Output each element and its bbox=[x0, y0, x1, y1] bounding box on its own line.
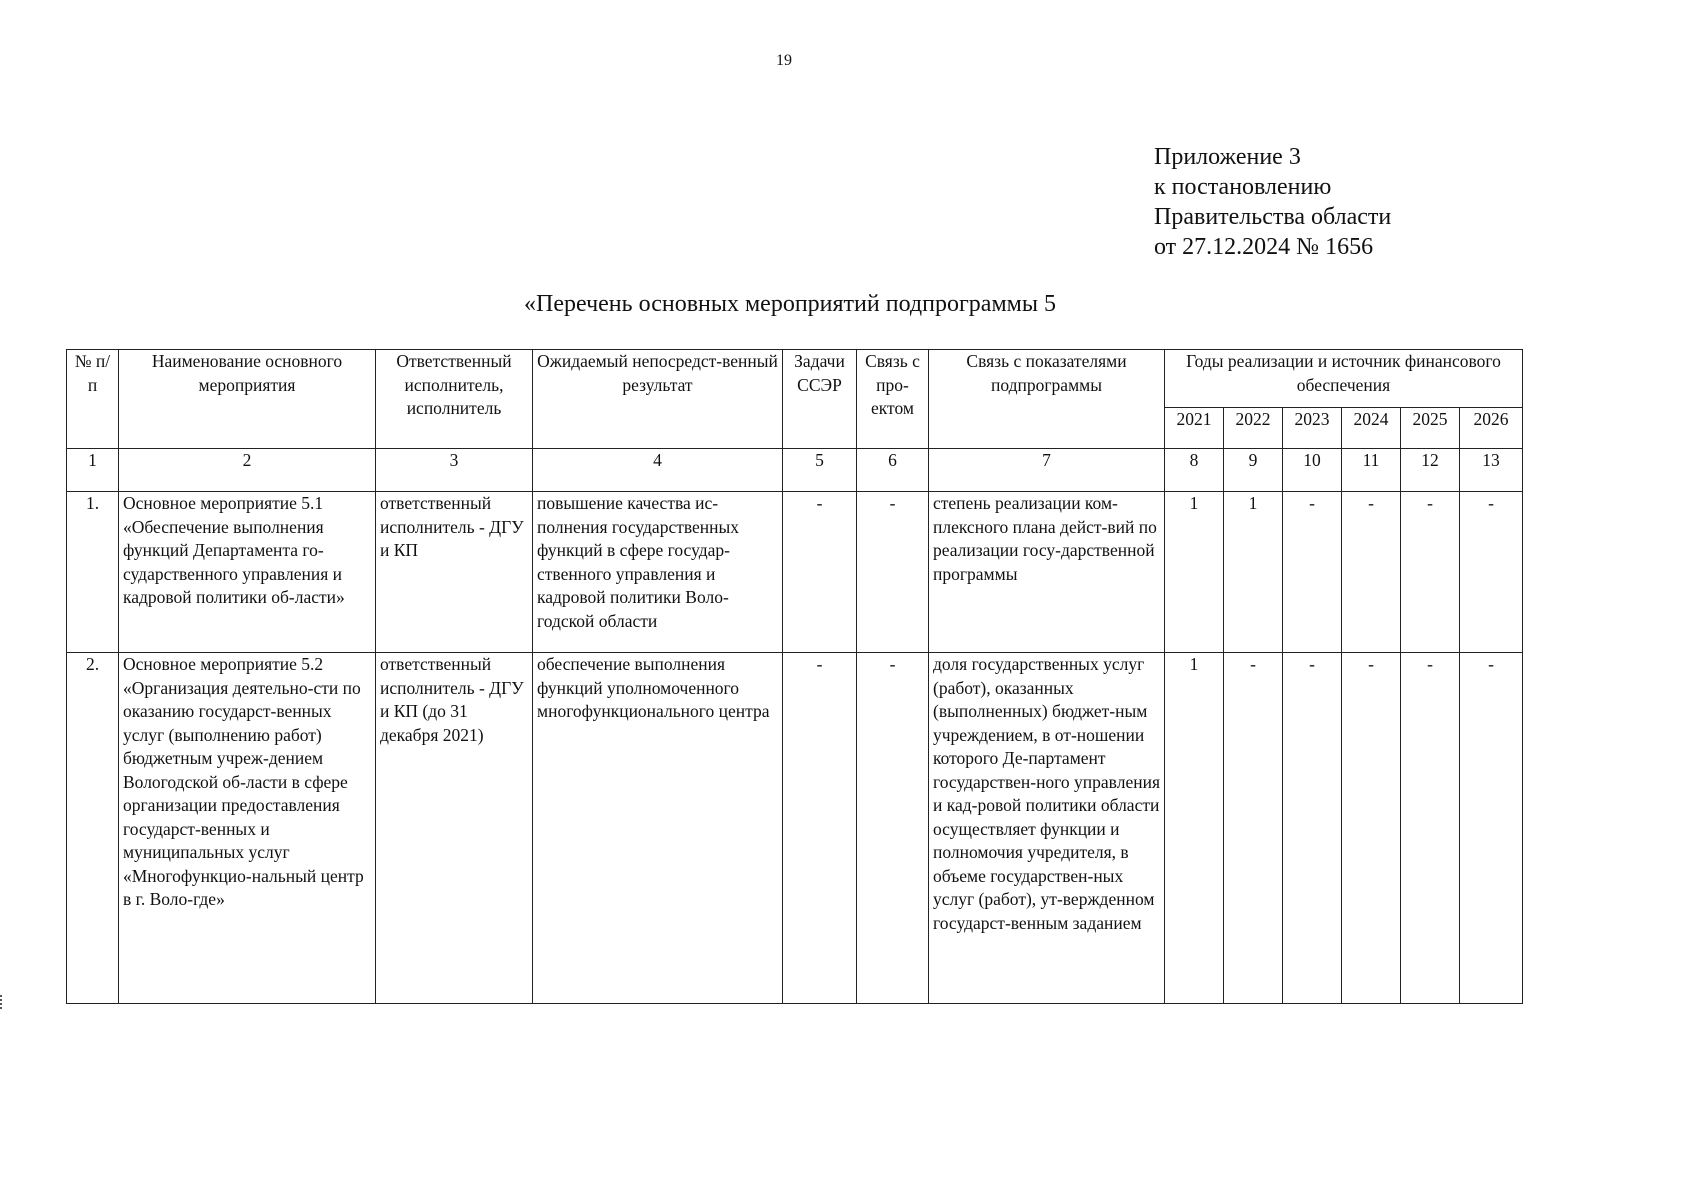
scan-margin-mark bbox=[0, 995, 6, 1009]
row-project: - bbox=[857, 492, 929, 653]
row-result: обеспечение выполнения функций уполномоченного многофункционального центра bbox=[533, 653, 783, 1004]
header-result: Ожидаемый непосредст-венный результат bbox=[533, 350, 783, 449]
row-num: 2. bbox=[67, 653, 119, 1004]
row-project: - bbox=[857, 653, 929, 1004]
row-name: Основное мероприятие 5.2 «Организация деятельно-сти по оказанию государст-венных услуг (выполнению работ) бюджетным учреж-дением Вологодской об-ласти в сфере организации предоставления государст-венных и муниципальных услуг «Многофункцио-нальный центр в г. Воло-где» bbox=[119, 653, 376, 1004]
column-number: 5 bbox=[783, 449, 857, 492]
column-number: 6 bbox=[857, 449, 929, 492]
header-project: Связь с про-ектом bbox=[857, 350, 929, 449]
column-number: 1 bbox=[67, 449, 119, 492]
row-indicators: степень реализации ком-плексного плана дейст-вий по реализации госу-дарственной программы bbox=[929, 492, 1165, 653]
year-header: 2021 bbox=[1165, 408, 1224, 449]
column-number: 12 bbox=[1401, 449, 1460, 492]
column-number: 8 bbox=[1165, 449, 1224, 492]
row-executor: ответственный исполнитель - ДГУ и КП bbox=[376, 492, 533, 653]
appendix-line: Правительства области bbox=[1154, 204, 1392, 230]
row-year-value: 1 bbox=[1224, 492, 1283, 653]
table-row bbox=[67, 492, 1523, 653]
header-num: № п/п bbox=[67, 350, 119, 449]
column-number-row bbox=[67, 449, 1523, 492]
row-year-value: - bbox=[1342, 492, 1401, 653]
row-tasks: - bbox=[783, 492, 857, 653]
year-header: 2023 bbox=[1283, 408, 1342, 449]
year-header: 2022 bbox=[1224, 408, 1283, 449]
column-number: 13 bbox=[1460, 449, 1523, 492]
row-year-value: - bbox=[1460, 653, 1523, 1004]
row-year-value: - bbox=[1401, 653, 1460, 1004]
row-indicators: доля государственных услуг (работ), оказанных (выполненных) бюджет-ным учреждением, в от-ношении которого Де-партамент государствен-ного управления и кад-ровой политики области осуществляет функции и полномочия учредителя, в объеме государствен-ных услуг (работ), ут-вержденном государст-венным заданием bbox=[929, 653, 1165, 1004]
header-indicators: Связь с показателями подпрограммы bbox=[929, 350, 1165, 449]
appendix-line: Приложение 3 bbox=[1154, 144, 1301, 170]
row-tasks: - bbox=[783, 653, 857, 1004]
year-header: 2024 bbox=[1342, 408, 1401, 449]
header-years-group: Годы реализации и источник финансового обеспечения bbox=[1165, 350, 1523, 408]
document-title: «Перечень основных мероприятий подпрограммы 5 bbox=[524, 291, 1056, 317]
row-year-value: 1 bbox=[1165, 653, 1224, 1004]
row-year-value: - bbox=[1342, 653, 1401, 1004]
column-number: 9 bbox=[1224, 449, 1283, 492]
row-year-value: - bbox=[1460, 492, 1523, 653]
column-number: 4 bbox=[533, 449, 783, 492]
row-executor: ответственный исполнитель - ДГУ и КП (до 31 декабря 2021) bbox=[376, 653, 533, 1004]
header-name: Наименование основного мероприятия bbox=[119, 350, 376, 449]
year-header: 2026 bbox=[1460, 408, 1523, 449]
row-year-value: - bbox=[1283, 492, 1342, 653]
row-year-value: - bbox=[1401, 492, 1460, 653]
page-number: 19 bbox=[776, 52, 792, 69]
column-number: 2 bbox=[119, 449, 376, 492]
year-header: 2025 bbox=[1401, 408, 1460, 449]
row-num: 1. bbox=[67, 492, 119, 653]
header-executor: Ответственный исполнитель, исполнитель bbox=[376, 350, 533, 449]
column-number: 10 bbox=[1283, 449, 1342, 492]
column-number: 11 bbox=[1342, 449, 1401, 492]
appendix-line: от 27.12.2024 № 1656 bbox=[1154, 234, 1374, 260]
appendix-block bbox=[1154, 142, 1391, 262]
row-name: Основное мероприятие 5.1 «Обеспечение выполнения функций Департамента го-сударственного управления и кадровой политики об-ласти» bbox=[119, 492, 376, 653]
row-year-value: - bbox=[1224, 653, 1283, 1004]
row-result: повышение качества ис-полнения государственных функций в сфере государ-ственного управления и кадровой политики Воло-годской области bbox=[533, 492, 783, 653]
row-year-value: - bbox=[1283, 653, 1342, 1004]
table-row bbox=[67, 653, 1523, 1004]
header-tasks: Задачи ССЭР bbox=[783, 350, 857, 449]
header-row bbox=[67, 350, 1523, 408]
column-number: 7 bbox=[929, 449, 1165, 492]
activities-table bbox=[66, 349, 1523, 1004]
column-number: 3 bbox=[376, 449, 533, 492]
appendix-line: к постановлению bbox=[1154, 174, 1332, 200]
row-year-value: 1 bbox=[1165, 492, 1224, 653]
